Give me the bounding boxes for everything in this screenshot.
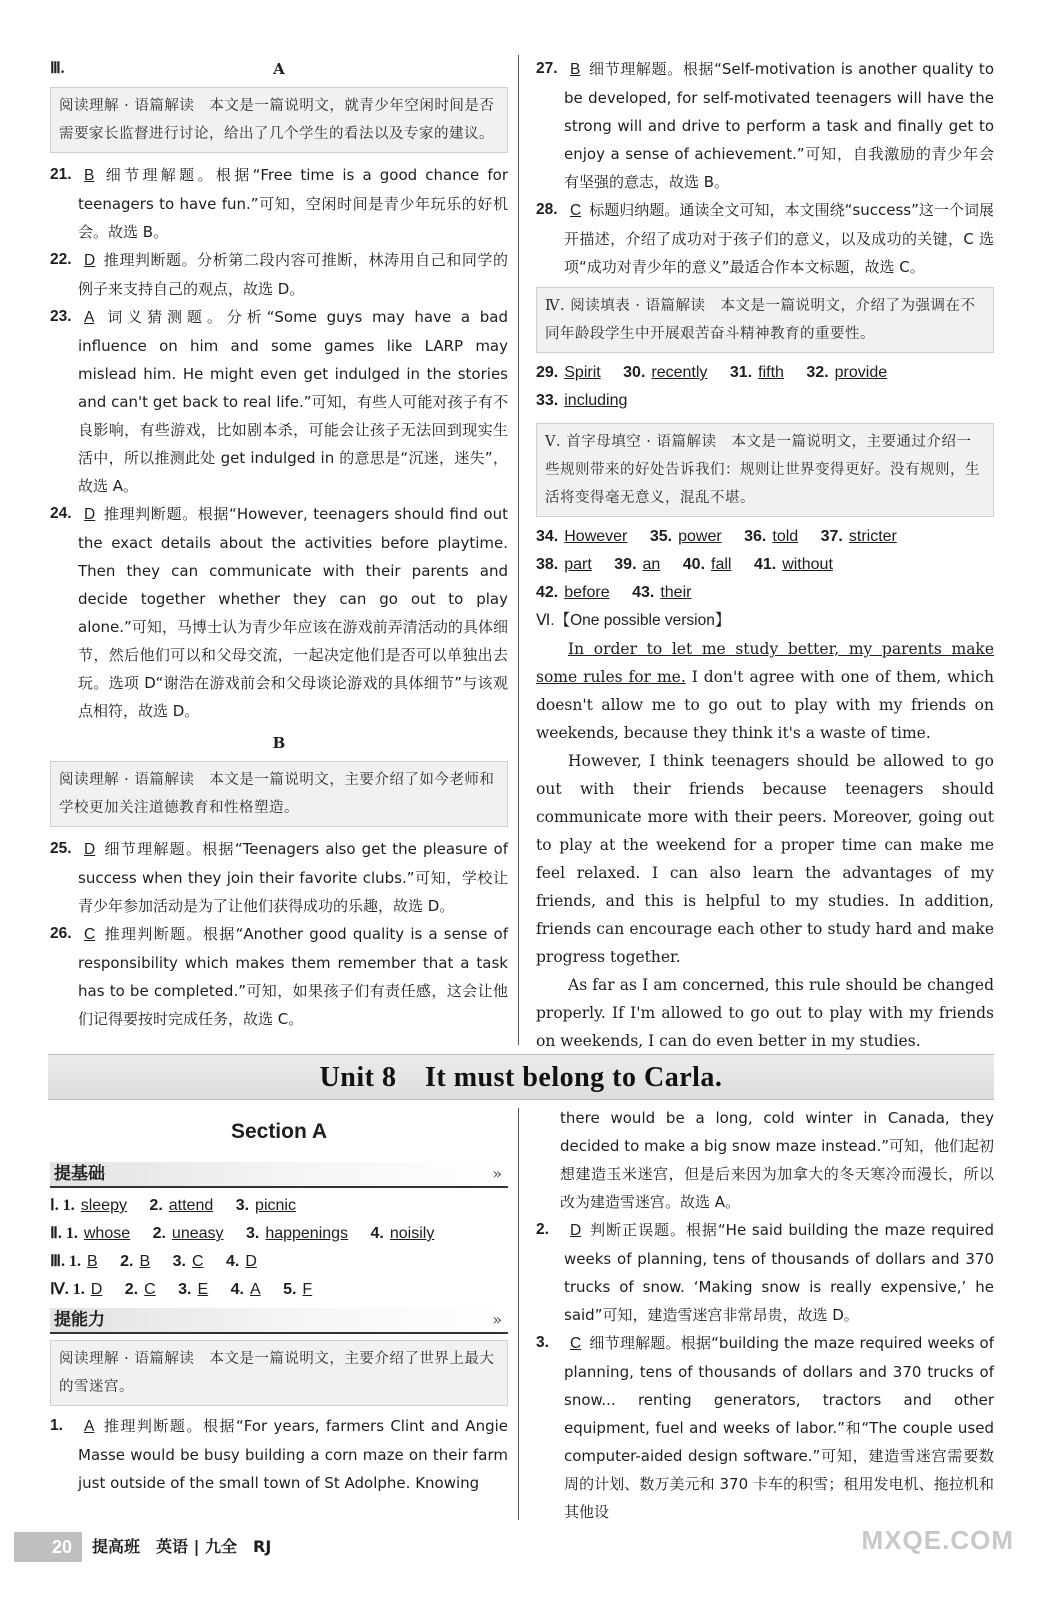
question-3 bbox=[536, 1329, 994, 1526]
question-number: 27. bbox=[536, 60, 558, 77]
explanation: 细节理解题。根据“Free time is a good chance for teenagers to have fun.”可知，空闲时间是青少年玩乐的好机会。故选 B。 bbox=[78, 166, 508, 241]
section-v-summary: Ⅴ. 首字母填空 · 语篇解读 本文是一篇说明文，主要通过介绍一些规则带来的好处告诉我们：规则让世界变得更好。没有规则，生活将变得毫无意义，混乱不堪。 bbox=[536, 423, 994, 517]
basic-row-4 bbox=[50, 1276, 508, 1304]
basic-skills-title: 提基础 bbox=[54, 1164, 105, 1184]
answer-number: 33. bbox=[536, 392, 559, 409]
answer-word: uneasy bbox=[171, 1225, 224, 1242]
answer-word: fifth bbox=[758, 364, 784, 381]
answer-word: fall bbox=[711, 556, 732, 573]
answer-word: happenings bbox=[265, 1225, 349, 1242]
ability-title: 提能力 bbox=[54, 1310, 105, 1330]
question-23 bbox=[50, 303, 508, 500]
basic-row-1 bbox=[50, 1192, 508, 1220]
answer-number: 30. bbox=[623, 364, 646, 381]
answer-letter: C bbox=[570, 1335, 582, 1352]
answer-word: part bbox=[564, 556, 592, 573]
answer-number: 2. bbox=[152, 1225, 166, 1242]
question-number: 3. bbox=[536, 1334, 549, 1351]
question-number: 26. bbox=[50, 925, 72, 942]
explanation: 细节理解题。根据“Teenagers also get the pleasure of success when they join their favorite clubs.”可知，学校让青少年参加活动是为了让他们获得成功的乐趣，故选 D。 bbox=[78, 840, 508, 915]
row-label: Ⅳ. 1. bbox=[50, 1281, 85, 1298]
answer-word: C bbox=[144, 1281, 156, 1298]
question-25 bbox=[50, 835, 508, 920]
question-22 bbox=[50, 246, 508, 303]
answer-number: 43. bbox=[632, 584, 655, 601]
answer-word: sleepy bbox=[80, 1197, 127, 1214]
explanation: 判断正误题。根据“He said building the maze required weeks of planning, tens of thousands of dollars and 370 trucks of snow. ‘Making snow is really expensive,’ he said”可知，建造雪迷宫非常昂贵，故选 D。 bbox=[564, 1221, 994, 1324]
part-b-label: B bbox=[272, 734, 286, 752]
essay-paragraph-1 bbox=[536, 635, 994, 747]
answer-number: 3. bbox=[172, 1253, 186, 1270]
answer-word: D bbox=[90, 1281, 103, 1298]
answer-word: D bbox=[245, 1253, 257, 1270]
section-v-answers-row2 bbox=[536, 551, 994, 579]
answer-number: 42. bbox=[536, 584, 559, 601]
section-iii-label: Ⅲ. bbox=[50, 60, 65, 77]
explanation: 推理判断题。根据“However, teenagers should find out the exact details about the activities before playtime. Then they can communicate with their parents and decide together whether they can go out to play alone.”可知，马博士认为青少年应该在游戏前弄清活动的具体细节，然后他们可以和父母交流，一起决定他们是否可以单独出去玩。选项 D“谢浩在游戏前会和父母谈论游戏的具体细节”与该观点相符，故选 D。 bbox=[78, 505, 508, 720]
question-number: 25. bbox=[50, 840, 72, 857]
explanation: 标题归纳题。通读全文可知，本文围绕“success”这一个词展开描述，介绍了成功对于孩子们的意义，以及成功的关键，C 选项“成功对青少年的意义”最适合作本文标题，故选 C。 bbox=[564, 201, 994, 276]
answer-number: 35. bbox=[649, 528, 673, 545]
answer-number: 2. bbox=[120, 1253, 134, 1270]
answer-number: 4. bbox=[225, 1253, 240, 1270]
answer-number: 32. bbox=[806, 364, 829, 381]
section-iv-answers-row2 bbox=[536, 387, 994, 415]
explanation: 推理判断题。分析第二段内容可推断，林涛用自己和同学的例子来支持自己的观点，故选 D。 bbox=[78, 251, 508, 298]
passage-b-summary: 阅读理解 · 语篇解读 本文是一篇说明文，主要介绍了如今老师和学校更加关注道德教育和性格塑造。 bbox=[50, 761, 508, 827]
explanation: 细节理解题。根据“building the maze required weeks of planning, tens of thousands of dollars and 370 trucks of snow... renting generators, tractors and other equipment, fuel and weeks of labor.”和“The couple used computer-aided design software.”可知，建造雪迷宫需要数周的计划、数万美元和 370 卡车的积雪；租用发电机、拖拉机和其他设 bbox=[564, 1334, 994, 1521]
question-21 bbox=[50, 161, 508, 246]
answer-number: 34. bbox=[536, 528, 559, 545]
answer-number: 4. bbox=[230, 1281, 244, 1298]
answer-word: B bbox=[139, 1253, 151, 1270]
answer-number: 4. bbox=[370, 1225, 384, 1242]
answer-letter: D bbox=[570, 1222, 582, 1239]
section-v-answers-row1 bbox=[536, 523, 994, 551]
section-iii-header bbox=[50, 55, 508, 83]
answer-number: 41. bbox=[753, 556, 777, 573]
row-label: Ⅲ. 1. bbox=[50, 1253, 82, 1270]
question-28 bbox=[536, 196, 994, 281]
answer-letter: D bbox=[84, 506, 96, 523]
answer-word: Spirit bbox=[564, 364, 601, 381]
part-a-label: A bbox=[273, 60, 285, 78]
question-number: 24. bbox=[50, 505, 72, 522]
site-watermark: MXQE.COM bbox=[861, 1525, 1014, 1555]
unit-title: Unit 8 It must belong to Carla. bbox=[319, 1062, 723, 1093]
answer-letter: A bbox=[84, 309, 95, 326]
answer-number: 38. bbox=[536, 556, 559, 573]
question-1 bbox=[50, 1412, 508, 1497]
question-number: 21. bbox=[50, 166, 72, 183]
question-27 bbox=[536, 55, 994, 196]
answer-letter: D bbox=[84, 252, 96, 269]
chevron-right-icon: » bbox=[492, 1164, 502, 1183]
section-vi-label: Ⅵ.【One possible version】 bbox=[536, 612, 731, 629]
row-label: Ⅰ. 1. bbox=[50, 1197, 75, 1214]
explanation: 推理判断题。根据“For years, farmers Clint and Angie Masse would be busy building a corn maze on their farm just outside of the small town of St Adolphe. Knowing bbox=[78, 1417, 508, 1492]
page-number: 20 bbox=[14, 1532, 82, 1562]
answer-word: stricter bbox=[848, 528, 897, 545]
question-26 bbox=[50, 920, 508, 1033]
passage-a-summary: 阅读理解 · 语篇解读 本文是一篇说明文，就青少年空闲时间是否需要家长监督进行讨论，给出了几个学生的看法以及专家的建议。 bbox=[50, 87, 508, 153]
section-a-title: Section A bbox=[230, 1120, 328, 1143]
question-24 bbox=[50, 500, 508, 725]
answer-number: 2. bbox=[149, 1197, 163, 1214]
question-2 bbox=[536, 1216, 994, 1329]
answer-word: However bbox=[564, 528, 628, 545]
essay-underlined-sentence: In order to let me study better, my parents make some rules for me. bbox=[536, 640, 994, 686]
answer-word: provide bbox=[834, 364, 888, 381]
answer-word: an bbox=[642, 556, 661, 573]
answer-number: 36. bbox=[744, 528, 767, 545]
answer-word: noisily bbox=[389, 1225, 435, 1242]
ability-header bbox=[50, 1308, 508, 1334]
left-column-bottom bbox=[50, 1112, 508, 1497]
answer-word: whose bbox=[83, 1225, 131, 1242]
answer-word: recently bbox=[651, 364, 708, 381]
question-number: 2. bbox=[536, 1221, 549, 1238]
answer-number: 5. bbox=[283, 1281, 297, 1298]
right-column-bottom bbox=[536, 1104, 994, 1526]
page-footer bbox=[14, 1532, 271, 1562]
book-title: 提高班 英语 | 九全 RJ bbox=[92, 1537, 272, 1556]
answer-word: B bbox=[87, 1253, 98, 1270]
answer-word: picnic bbox=[255, 1197, 296, 1214]
question-number: 1. bbox=[50, 1417, 63, 1434]
answer-word: before bbox=[564, 584, 610, 601]
row-label: Ⅱ. 1. bbox=[50, 1225, 78, 1242]
basic-skills-header bbox=[50, 1162, 508, 1188]
explanation: 词义猜测题。分析“Some guys may have a bad influence on him and some games like LARP may mislead him. He might even get indulged in the stories and can't get back to real life.”可知，有些人可能对孩子有不良影响，有些游戏，比如剧本杀，可能会让孩子无法回到现实生活中，所以推测此处 get indulged in 的意思是“沉迷，迷失”，故选 A。 bbox=[78, 308, 508, 495]
answer-number: 29. bbox=[536, 364, 559, 381]
answer-number: 37. bbox=[820, 528, 843, 545]
answer-word: power bbox=[678, 528, 722, 545]
answer-number: 39. bbox=[614, 556, 637, 573]
answer-letter: B bbox=[84, 167, 95, 184]
answer-word: without bbox=[782, 556, 833, 573]
answer-letter: C bbox=[84, 926, 96, 943]
answer-word: A bbox=[249, 1281, 261, 1298]
question-number: 22. bbox=[50, 251, 72, 268]
right-column-top bbox=[536, 55, 994, 1055]
answer-word: F bbox=[302, 1281, 313, 1298]
answer-number: 3. bbox=[235, 1197, 250, 1214]
answer-word: attend bbox=[168, 1197, 214, 1214]
answer-letter: A bbox=[84, 1418, 95, 1435]
unit-title-banner bbox=[48, 1054, 994, 1100]
maze-passage-summary: 阅读理解 · 语篇解读 本文是一篇说明文，主要介绍了世界上最大的雪迷宫。 bbox=[50, 1340, 508, 1406]
answer-word: their bbox=[660, 584, 692, 601]
answer-word: including bbox=[564, 392, 628, 409]
explanation: 细节理解题。根据“Self-motivation is another quality to be developed, for self-motivated teenagers will have the strong will and drive to perform a task and finally get to enjoy a sense of achievement.”可知，自我激励的青少年会有坚强的意志，故选 B。 bbox=[564, 60, 994, 191]
basic-row-2 bbox=[50, 1220, 508, 1248]
question-number: 28. bbox=[536, 201, 558, 218]
essay-paragraph-1-rest: I don't agree with one of them, which doesn't allow me to go out to play with my friends on weekends, because they think it's a waste of time. bbox=[536, 668, 994, 742]
essay-paragraph-2: However, I think teenagers should be allowed to go out with their friends because teenagers should communicate more with their peers. Moreover, going out to play at the weekend for a proper time can make me feel relaxed. I can also learn the advantages of my friends, and this is helpful to my studies. In addition, friends can encourage each other to study hard and make progress together. bbox=[536, 752, 994, 966]
answer-word: told bbox=[772, 528, 799, 545]
answer-letter: C bbox=[570, 202, 582, 219]
section-iv-summary: Ⅳ. 阅读填表 · 语篇解读 本文是一篇说明文，介绍了为强调在不同年龄段学生中开展艰苦奋斗精神教育的重要性。 bbox=[536, 287, 994, 353]
answer-word: C bbox=[191, 1253, 204, 1270]
answer-letter: B bbox=[570, 61, 581, 78]
answer-number: 31. bbox=[729, 364, 753, 381]
chevron-right-icon: » bbox=[492, 1310, 502, 1329]
left-column-top bbox=[50, 55, 508, 1033]
answer-number: 2. bbox=[124, 1281, 139, 1298]
basic-row-3 bbox=[50, 1248, 508, 1276]
column-divider-bottom bbox=[518, 1108, 519, 1520]
answer-number: 40. bbox=[682, 556, 706, 573]
section-v-answers-row3 bbox=[536, 579, 994, 607]
column-divider-top bbox=[518, 55, 519, 1045]
section-iv-answers-row1 bbox=[536, 359, 994, 387]
answer-number: 3. bbox=[178, 1281, 192, 1298]
explanation: 推理判断题。根据“Another good quality is a sense of responsibility which makes them remember that a task has to be completed.”可知，如果孩子们有责任感，这会让他们记得要按时完成任务，故选 C。 bbox=[78, 925, 508, 1028]
answer-word: E bbox=[197, 1281, 209, 1298]
answer-number: 3. bbox=[245, 1225, 260, 1242]
essay-paragraph-3: As far as I am concerned, this rule should be changed properly. If I'm allowed to go out to play with my friends on weekends, I can do even better in my studies. bbox=[536, 976, 994, 1050]
model-essay bbox=[536, 635, 994, 1055]
answer-letter: D bbox=[84, 841, 96, 858]
question-number: 23. bbox=[50, 308, 72, 325]
question-1-continued: there would be a long, cold winter in Canada, they decided to make a big snow maze instead.”可知，他们起初想建造玉米迷宫，但是后来因为加拿大的冬天寒冷而漫长，所以改为建造雪迷宫。故选 A。 bbox=[560, 1109, 994, 1211]
